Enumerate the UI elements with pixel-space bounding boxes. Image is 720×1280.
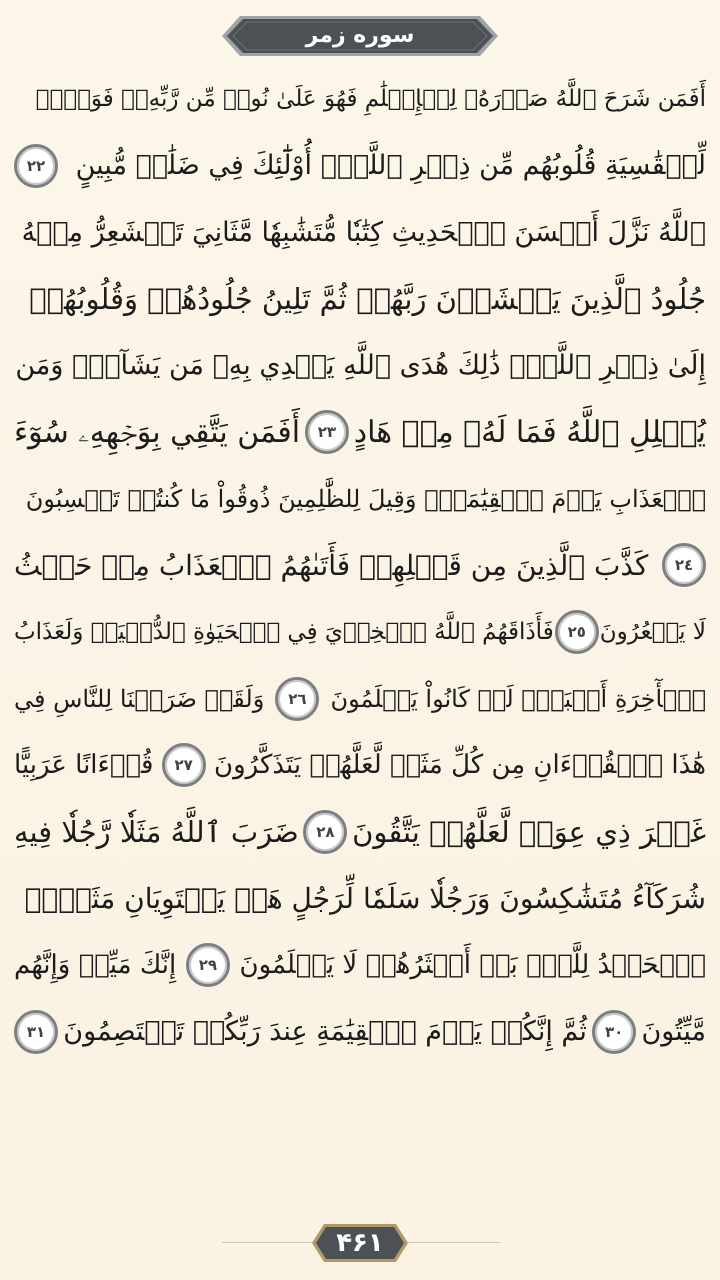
- text-line: [14, 865, 706, 932]
- ayah-number-marker: ٢٢: [14, 144, 58, 188]
- text-line: [14, 199, 706, 266]
- ayah-number-marker: ٢٣: [305, 410, 349, 454]
- verse-text: ٱلۡأٓخِرَةِ أَكۡبَرُۚ لَوۡ كَانُواْ يَعۡلَمُونَ: [330, 684, 706, 713]
- text-line: [14, 266, 706, 333]
- text-line: [14, 399, 706, 466]
- text-line: [14, 66, 706, 133]
- verse-text: جُلُودُ ٱلَّذِينَ يَخۡشَوۡنَ رَبَّهُمۡ ثُمَّ تَلِينُ جُلُودُهُمۡ وَقُلُوبُهُمۡ: [29, 282, 706, 317]
- verse-text: أَفَمَن يَتَّقِي بِوَجۡهِهِۦ سُوٓءَ: [14, 414, 301, 450]
- verse-text: إِلَىٰ ذِكۡرِ ٱللَّهِۚ ذَٰلِكَ هُدَى ٱللَّهِ يَهۡدِي بِهِۦ مَن يَشَآءُۚ وَمَن: [15, 350, 706, 382]
- quran-text-block: [14, 66, 706, 1065]
- text-line: [14, 532, 706, 599]
- ayah-number-marker: ٢٧: [162, 743, 206, 787]
- text-line: [14, 466, 706, 533]
- verse-text: لَا يَشۡعُرُونَ: [599, 619, 706, 646]
- ayah-number-marker: ٣٠: [592, 1010, 636, 1054]
- verse-text: ٱلۡحَمۡدُ لِلَّهِۚ بَلۡ أَكۡثَرُهُمۡ لَا يَعۡلَمُونَ: [239, 950, 706, 981]
- verse-text: كَذَّبَ ٱلَّذِينَ مِن قَبۡلِهِمۡ فَأَتَىٰهُمُ ٱلۡعَذَابُ مِنۡ حَيۡثُ: [14, 548, 649, 582]
- verse-text: ضَرَبَ ٱللَّهُ مَثَلٗا رَّجُلٗا فِيهِ: [14, 814, 299, 849]
- verse-text: وَلَقَدۡ ضَرَبۡنَا لِلنَّاسِ فِي: [14, 684, 265, 713]
- surah-header-banner: [218, 12, 502, 60]
- page-number: ۴۶۱: [336, 1228, 384, 1258]
- text-line: [14, 732, 706, 799]
- text-line: [14, 133, 706, 200]
- ayah-number-marker: ٢٥: [555, 610, 599, 654]
- text-line: [14, 998, 706, 1065]
- text-line: [14, 665, 706, 732]
- verse-text: غَيۡرَ ذِي عِوَجٖ لَّعَلَّهُمۡ يَتَّقُونَ: [352, 814, 706, 849]
- ayah-number-marker: ٢٦: [275, 677, 319, 721]
- text-line: [14, 332, 706, 399]
- ayah-number-marker: ٣١: [14, 1010, 58, 1054]
- verse-text: لِّلۡقَٰسِيَةِ قُلُوبُهُم مِّن ذِكۡرِ ٱللَّهِۚ أُوْلَٰٓئِكَ فِي ضَلَٰلٖ مُّبِينٍ: [75, 150, 706, 182]
- text-line: [14, 932, 706, 999]
- ayah-number-marker: ٢٤: [662, 543, 706, 587]
- ayah-number-marker: ٢٨: [303, 810, 347, 854]
- verse-text: مَّيِّتُونَ: [641, 1016, 706, 1048]
- page-number-badge: [310, 1220, 410, 1266]
- footer-divider-left: [222, 1242, 314, 1243]
- text-line: [14, 799, 706, 866]
- verse-text: ثُمَّ إِنَّكُمۡ يَوۡمَ ٱلۡقِيَٰمَةِ عِندَ رَبِّكُمۡ تَخۡتَصِمُونَ: [63, 1016, 587, 1048]
- verse-text: فَأَذَاقَهُمُ ٱللَّهُ ٱلۡخِزۡيَ فِي ٱلۡحَيَوٰةِ ٱلدُّنۡيَاۖ وَلَعَذَابُ: [14, 619, 554, 646]
- verse-text: قُرۡءَانًا عَرَبِيًّا: [14, 750, 154, 781]
- verse-text: يُضۡلِلِ ٱللَّهُ فَمَا لَهُۥ مِنۡ هَادٍ: [353, 414, 706, 450]
- verse-text: أَفَمَن شَرَحَ ٱللَّهُ صَدۡرَهُۥ لِلۡإِسۡلَٰمِ فَهُوَ عَلَىٰ نُورٖ مِّن رَّبِّهِۦۚ فَوَيۡلٞ: [35, 86, 706, 113]
- verse-text: شُرَكَآءُ مُتَشَٰكِسُونَ وَرَجُلٗا سَلَمٗا لِّرَجُلٍ هَلۡ يَسۡتَوِيَانِ مَثَلًاۚ: [24, 881, 706, 915]
- ayah-number-marker: ٢٩: [186, 943, 230, 987]
- footer-divider-right: [408, 1242, 500, 1243]
- verse-text: ٱللَّهُ نَزَّلَ أَحۡسَنَ ٱلۡحَدِيثِ كِتَٰبٗا مُّتَشَٰبِهٗا مَّثَانِيَ تَقۡشَعِرُّ مِنۡهُ: [21, 216, 706, 248]
- text-line: [14, 599, 706, 666]
- verse-text: إِنَّكَ مَيِّتٞ وَإِنَّهُم: [14, 950, 177, 981]
- verse-text: ٱلۡعَذَابِ يَوۡمَ ٱلۡقِيَٰمَةِۚ وَقِيلَ لِلظَّٰلِمِينَ ذُوقُواْ مَا كُنتُمۡ تَكۡسِبُونَ: [25, 484, 706, 513]
- surah-title: سوره زمر: [305, 23, 415, 48]
- verse-text: هَٰذَا ٱلۡقُرۡءَانِ مِن كُلِّ مَثَلٖ لَّعَلَّهُمۡ يَتَذَكَّرُونَ: [213, 750, 706, 781]
